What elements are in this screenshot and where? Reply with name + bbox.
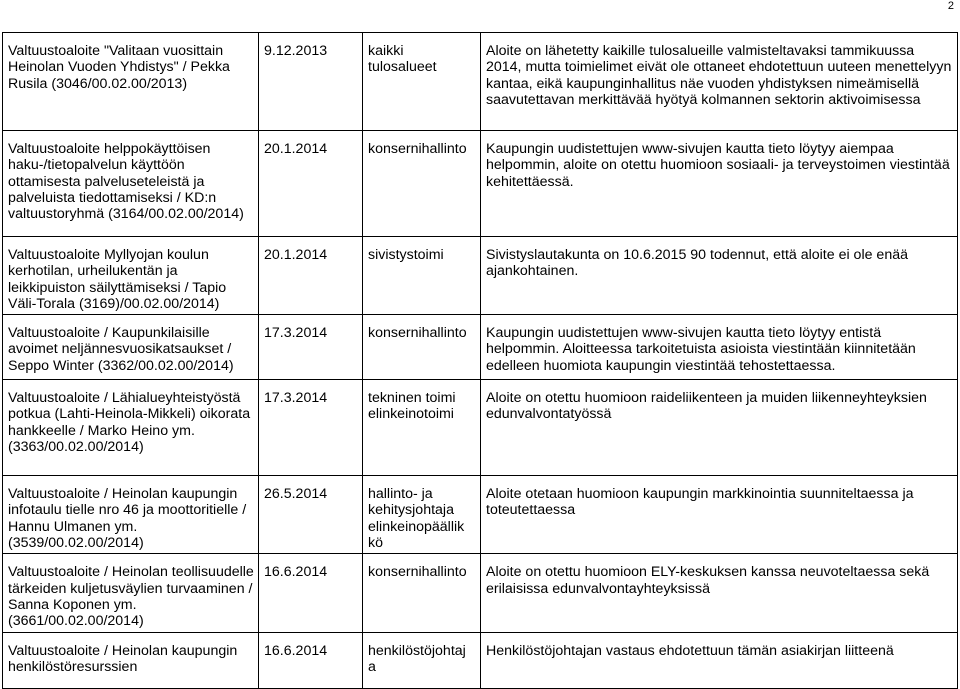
response-cell: Sivistyslautakunta on 10.6.2015 90 todennut, että aloite ei ole enää ajankohtainen.	[481, 237, 958, 315]
table-row	[3, 554, 958, 632]
response-cell: Kaupungin uudistettujen www-sivujen kautta tieto löytyy entistä helpommin. Aloitteessa tarkoitetuista asioista viestintään kiinnitetään edelleen huomiota kaupungin viestintää tehostettaessa.	[481, 315, 958, 380]
initiative-cell: Valtuustoaloite / Lähialueyhteistyöstä potkua (Lahti-Heinola-Mikkeli) oikorata hankkeelle / Marko Heino ym. (3363/00.02.00/2014)	[3, 380, 259, 476]
initiative-cell: Valtuustoaloite / Heinolan kaupungin infotaulu tielle nro 46 ja moottoritielle / Hannu Ulmanen ym. (3539/00.02.00/2014)	[3, 476, 259, 554]
table-row	[3, 131, 958, 237]
date-cell: 16.6.2014	[259, 554, 363, 632]
initiative-cell: Valtuustoaloite "Valitaan vuosittain Heinolan Vuoden Yhdistys" / Pekka Rusila (3046/00.02.00/2013)	[3, 33, 259, 131]
response-cell: Aloite otetaan huomioon kaupungin markkinointia suunniteltaessa ja toteutettaessa	[481, 476, 958, 554]
table-row	[3, 315, 958, 380]
table-row	[3, 476, 958, 554]
initiative-cell: Valtuustoaloite / Kaupunkilaisille avoimet neljännesvuosikatsaukset / Seppo Winter (3362/00.02.00/2014)	[3, 315, 259, 380]
target-cell: konsernihallinto	[363, 315, 481, 380]
date-cell: 20.1.2014	[259, 131, 363, 237]
response-cell: Henkilöstöjohtajan vastaus ehdotettuun tämän asiakirjan liitteenä	[481, 632, 958, 688]
target-cell: kaikki tulosalueet	[363, 33, 481, 131]
table-row	[3, 380, 958, 476]
target-cell: hallinto- ja kehitysjohtaja elinkeinopäällik kö	[363, 476, 481, 554]
initiative-cell: Valtuustoaloite / Heinolan teollisuudelle tärkeiden kuljetusväylien turvaaminen / Sanna Koponen ym. (3661/00.02.00/2014)	[3, 554, 259, 632]
date-cell: 17.3.2014	[259, 315, 363, 380]
target-cell: konsernihallinto	[363, 554, 481, 632]
table-row	[3, 33, 958, 131]
date-cell: 17.3.2014	[259, 380, 363, 476]
page-number: 2	[947, 0, 954, 12]
target-cell: tekninen toimi elinkeinotoimi	[363, 380, 481, 476]
initiatives-table	[2, 32, 958, 689]
target-cell: konsernihallinto	[363, 131, 481, 237]
initiative-cell: Valtuustoaloite / Heinolan kaupungin henkilöstöresurssien	[3, 632, 259, 688]
date-cell: 9.12.2013	[259, 33, 363, 131]
response-cell: Aloite on otettu huomioon ELY-keskuksen kanssa neuvoteltaessa sekä erilaisissa edunvalvontayhteyksissä	[481, 554, 958, 632]
response-cell: Aloite on otettu huomioon raideliikenteen ja muiden liikenneyhteyksien edunvalvontatyössä	[481, 380, 958, 476]
table-row	[3, 632, 958, 688]
target-cell: henkilöstöjohtaj a	[363, 632, 481, 688]
target-cell: sivistystoimi	[363, 237, 481, 315]
table-row	[3, 237, 958, 315]
date-cell: 26.5.2014	[259, 476, 363, 554]
date-cell: 20.1.2014	[259, 237, 363, 315]
initiative-cell: Valtuustoaloite helppokäyttöisen haku-/tietopalvelun käyttöön ottamisesta palveluseteleistä ja palveluista tiedottamiseksi / KD:n valtuustoryhmä (3164/00.02.00/2014)	[3, 131, 259, 237]
initiative-cell: Valtuustoaloite Myllyojan koulun kerhotilan, urheilukentän ja leikkipuiston säilyttämiseksi / Tapio Väli-Torala (3169)/00.02.00/2014)	[3, 237, 259, 315]
date-cell: 16.6.2014	[259, 632, 363, 688]
response-cell: Kaupungin uudistettujen www-sivujen kautta tieto löytyy aiempaa helpommin, aloite on otettu huomioon sosiaali- ja terveystoimen viestintää kehitettäessä.	[481, 131, 958, 237]
response-cell: Aloite on lähetetty kaikille tulosalueille valmisteltavaksi tammikuussa 2014, mutta toimielimet eivät ole ottaneet ehdotettuun uuteen menettelyyn kantaa, eikä kaupunginhallitus näe vuoden yhdistyksen nimeämisellä saavutettavan merkittävää hyötyä kolmannen sektorin aktivoimisessa	[481, 33, 958, 131]
